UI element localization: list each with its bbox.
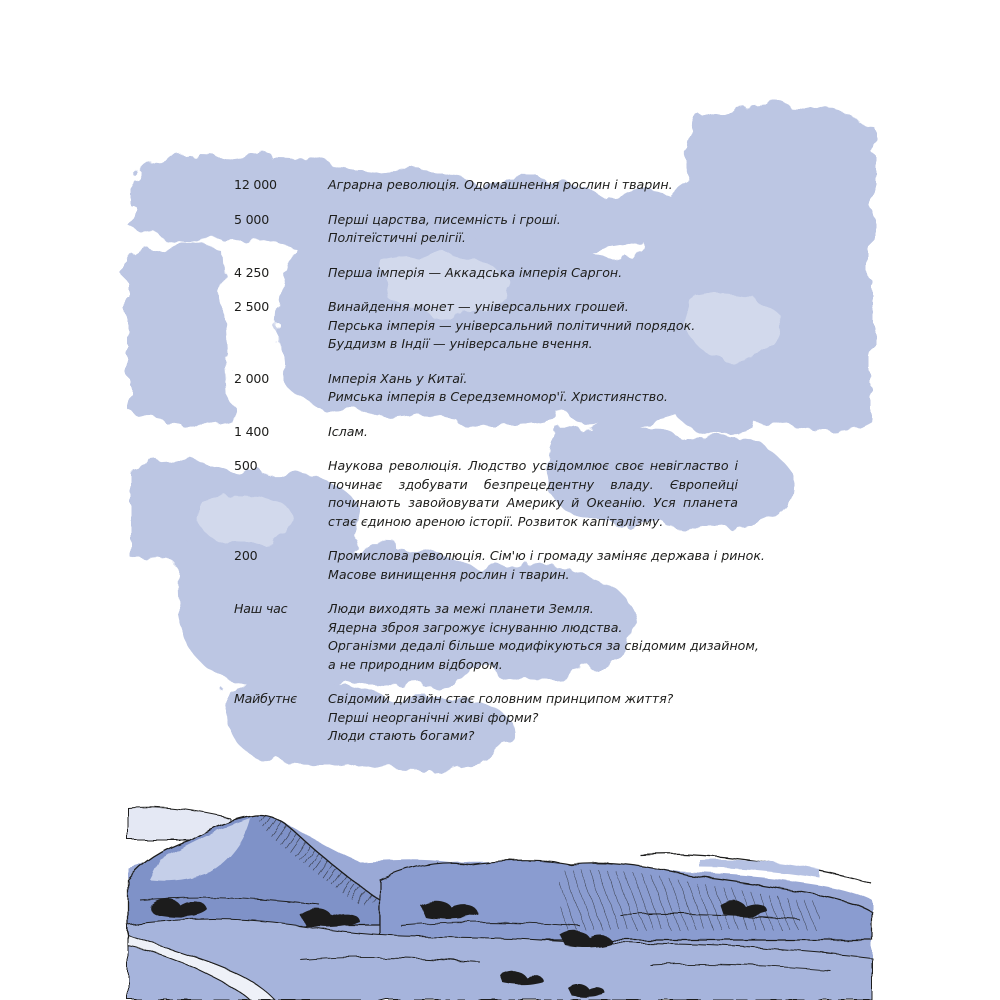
timeline-entry [234,423,754,442]
timeline-description [328,457,754,531]
timeline-date: 5 000 [234,211,270,227]
timeline-entry [234,264,754,283]
timeline-entry [234,176,754,195]
timeline-description [328,547,765,584]
description-paragraph: Наукова революція. Людство усвідомлює своє невігластво і починає здобувати безпрецедентну владу. Європейці починають завойовувати Америку й Океанію. Уся планета стає єдиною ареною історії. Розвиток капіталізму. [328,458,738,529]
timeline-entry [234,547,765,584]
description-line: Люди виходять за межі планети Земля. [328,601,594,616]
timeline-description [328,176,754,195]
timeline-description [328,298,754,354]
timeline-date: Наш час [234,601,288,616]
timeline-description [328,690,754,746]
description-line: Перська імперія — універсальний політичний порядок. [328,317,696,333]
timeline-description [328,211,754,248]
timeline-date: 1 400 [234,423,270,439]
timeline-description [328,600,759,674]
timeline-entry [234,690,754,746]
description-line: а не природним відбором. [328,656,503,672]
description-line: Організми дедалі більше модифікуються за свідомим дизайном, [328,638,759,653]
description-line: Аграрна революція. Одомашнення рослин і тварин. [328,177,673,192]
timeline-entry [234,211,754,248]
timeline-date: 2 500 [234,299,270,314]
description-line: Свідомий дизайн стає головним принципом життя? [328,691,674,706]
description-line: Імперія Хань у Китаї. [328,370,468,386]
timeline-description [328,264,754,283]
timeline-date: 2 000 [234,370,270,386]
description-line: Масове винищення рослин і тварин. [328,566,570,582]
description-line: Політеїстичні релігії. [328,230,466,245]
description-line: Промислова революція. Сім'ю і громаду заміняє держава і ринок. [328,548,765,563]
timeline-date: 4 250 [234,264,270,280]
timeline-date: Майбутнє [234,691,297,706]
description-line: Винайдення монет — універсальних грошей. [328,299,629,314]
timeline-list [234,176,765,762]
timeline-date: 500 [234,458,258,473]
timeline-entry [234,370,754,407]
description-line: Перша імперія — Аккадська імперія Саргон. [328,264,623,280]
timeline-entry [234,600,759,674]
description-line: Ядерна зброя загрожує існуванню людства. [328,619,623,635]
timeline-description [328,423,754,442]
description-line: Буддизм в Індії — універсальне вчення. [328,336,593,351]
timeline-description [328,370,754,407]
timeline-entry [234,298,754,354]
timeline-date: 12 000 [234,177,277,192]
description-line: Іслам. [328,423,368,439]
description-line: Люди стають богами? [328,728,475,743]
timeline-entry [234,457,754,531]
description-line: Перші царства, писемність і гроші. [328,211,561,227]
description-line: Перші неорганічні живі форми? [328,709,539,725]
timeline-date: 200 [234,548,258,563]
description-line: Римська імперія в Середземномор'ї. Християнство. [328,389,668,404]
